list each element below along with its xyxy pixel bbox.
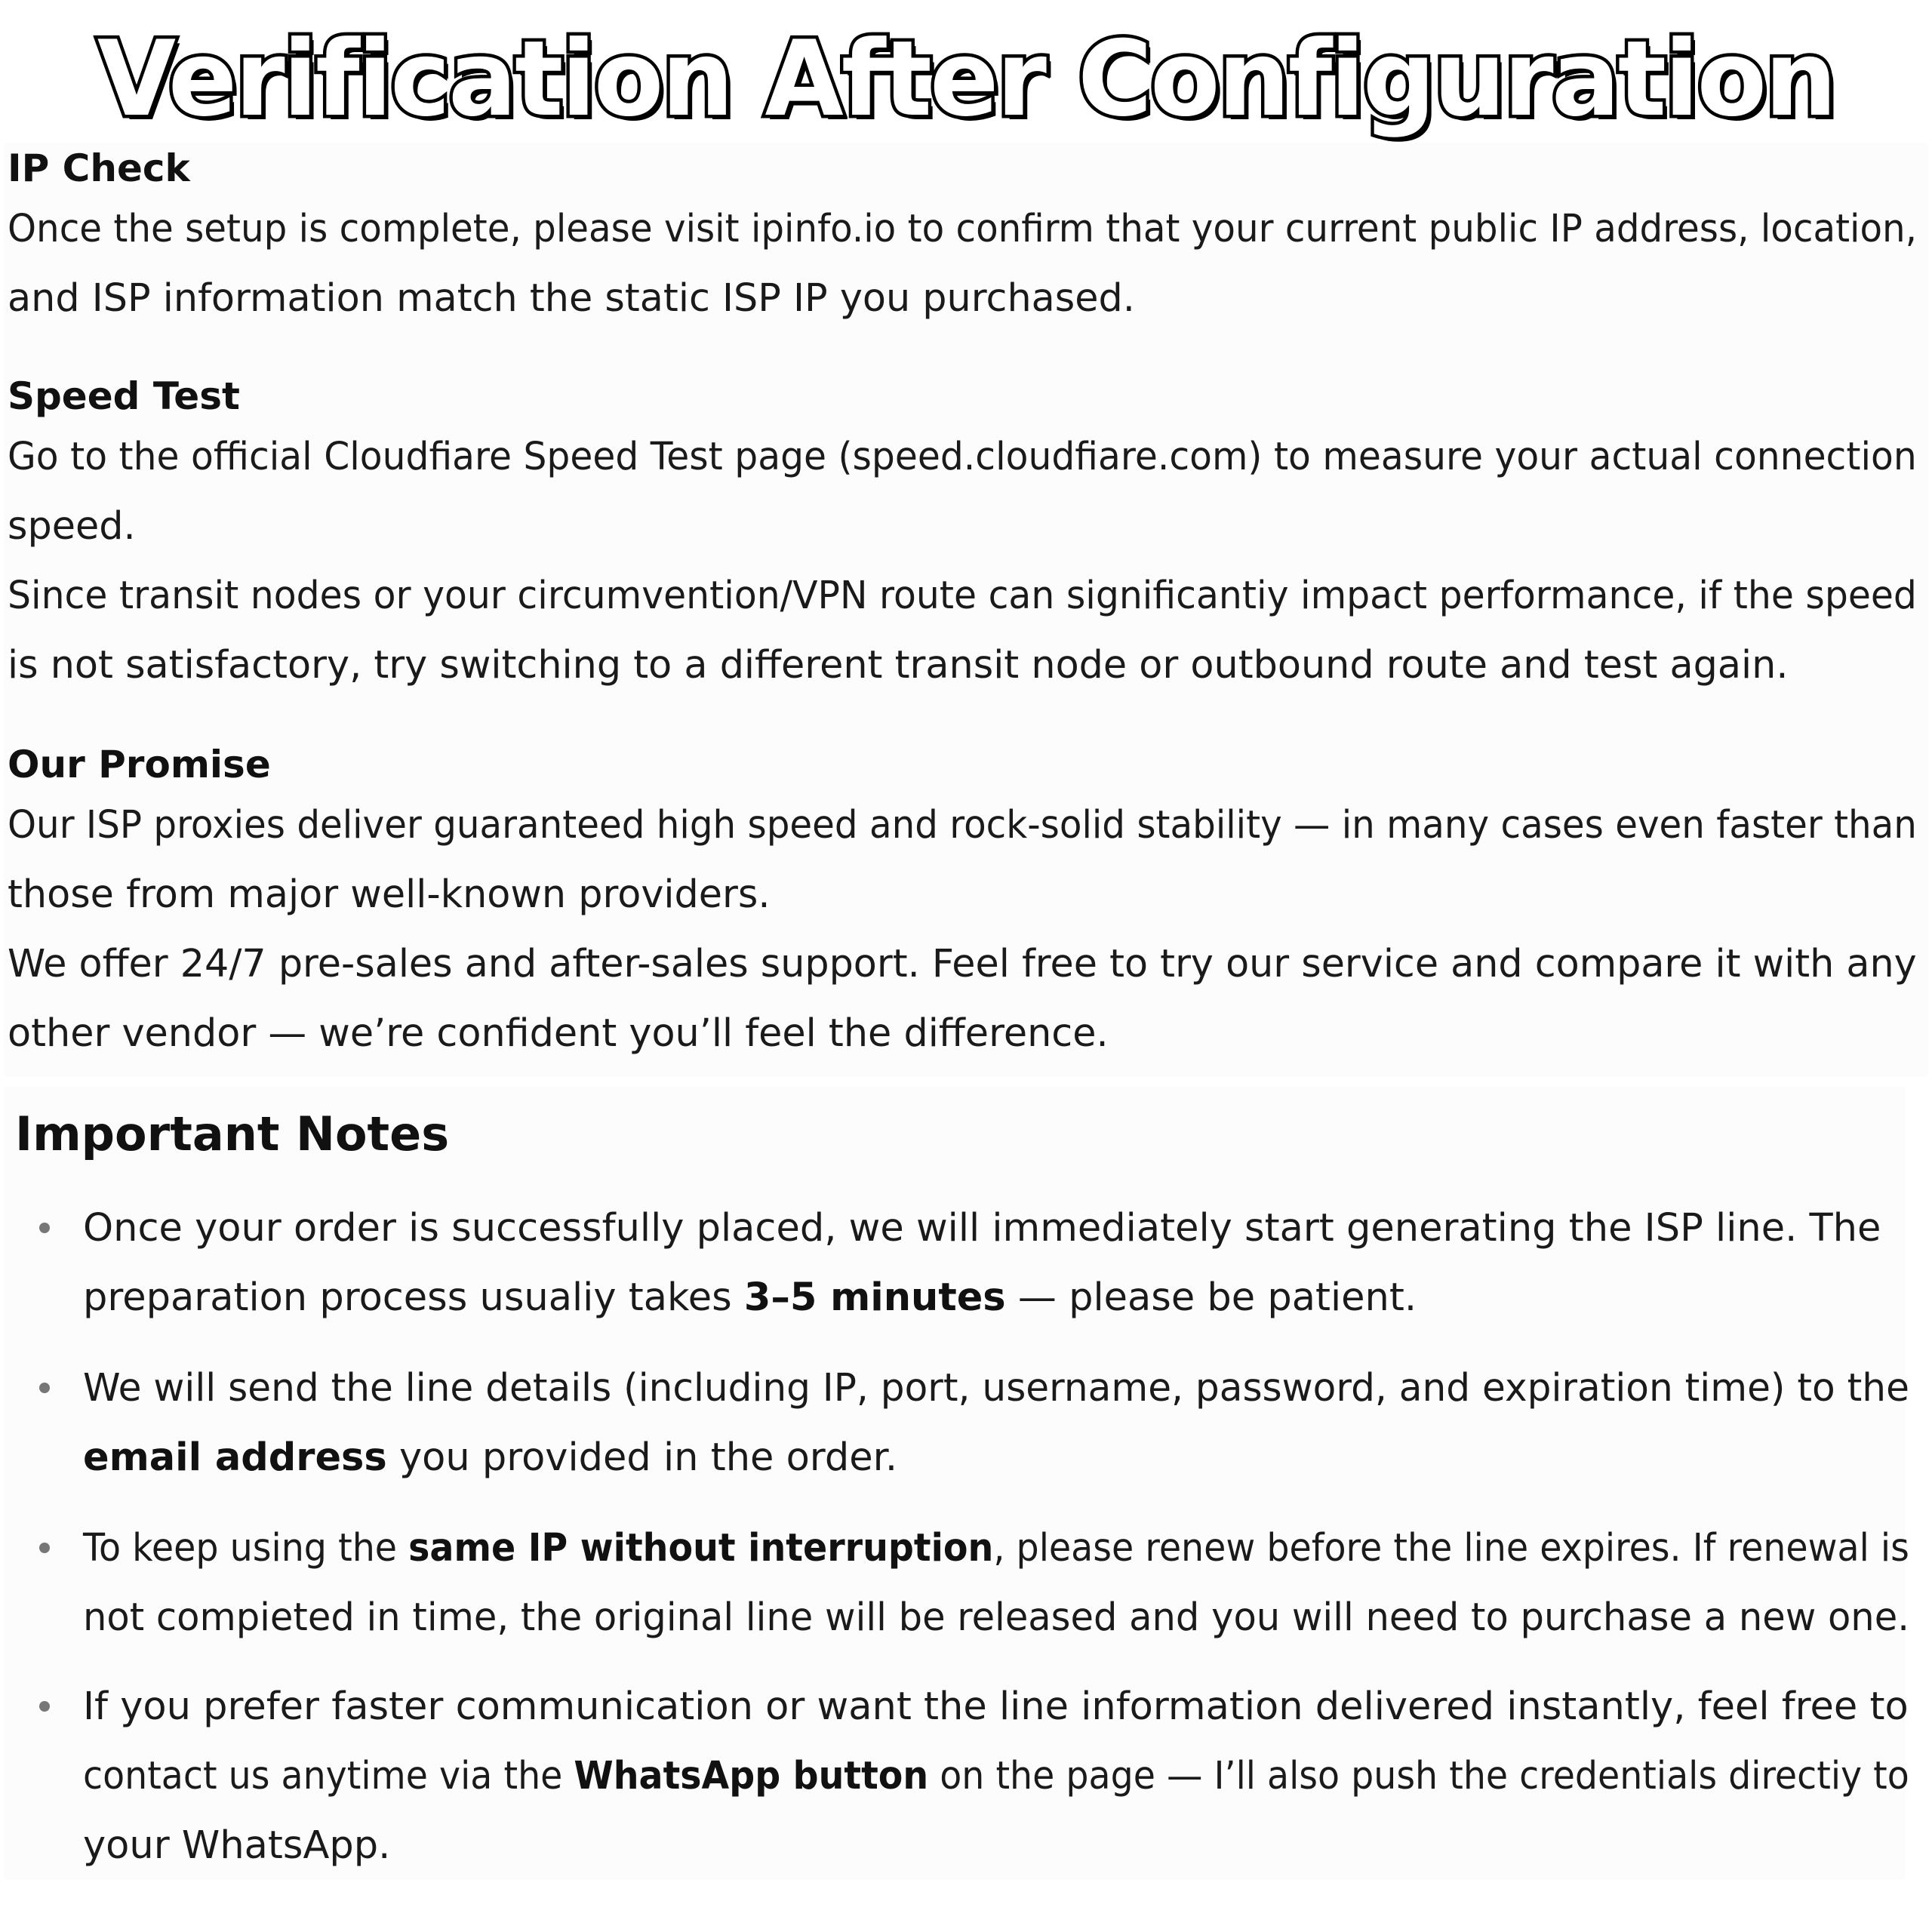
- list-item-line: Once your order is successfully placed, we will immediately start generating the ISP line. The: [83, 1206, 1881, 1251]
- list-item: [83, 1514, 1909, 1653]
- section-speed-test: [8, 371, 1924, 700]
- notes-heading: Important Notes: [15, 1106, 450, 1161]
- list-item-text: To keep using the: [83, 1526, 409, 1571]
- bullet-icon: [39, 1383, 50, 1393]
- paragraph-line: Once the setup is complete, please visit ipinfo.io to confirm that your current public IP address, location,: [8, 207, 1918, 251]
- list-item: [83, 1672, 1909, 1881]
- list-item: [83, 1194, 1909, 1333]
- list-item-text: contact us anytime via the: [83, 1754, 574, 1798]
- section-heading: Speed Test: [8, 374, 240, 418]
- paragraph-line: and ISP information match the static ISP IP you purchased.: [8, 276, 1135, 321]
- paragraph-line: We offer 24/7 pre-sales and after-sales support. Feel free to try our service and compare it with any: [8, 942, 1917, 986]
- bullet-icon: [39, 1543, 50, 1553]
- emphasis-text: same IP without interruption: [408, 1526, 994, 1571]
- list-item-text: — please be patient.: [1005, 1275, 1417, 1320]
- list-item-line: If you prefer faster communication or want the line information delivered instantly, feel free to: [83, 1684, 1909, 1729]
- list-item-text: you provided in the order.: [386, 1435, 898, 1480]
- list-item-text: on the page — I’ll also push the credentials directiy to: [928, 1754, 1909, 1798]
- list-item: [83, 1354, 1909, 1493]
- list-item-line: [83, 1742, 1909, 1811]
- paragraph-line: Our ISP proxies deliver guaranteed high speed and rock-solid stability — in many cases even faster than: [8, 803, 1917, 848]
- page-title: Verification After Configuration: [97, 18, 1835, 140]
- list-item-line: [83, 1514, 1909, 1583]
- emphasis-text: email address: [83, 1435, 387, 1480]
- bullet-icon: [39, 1701, 50, 1712]
- section-our-promise: [8, 740, 1924, 1069]
- emphasis-text: 3–5 minutes: [743, 1275, 1006, 1320]
- paragraph-line: those from major well-known providers.: [8, 872, 771, 917]
- paragraph-line: is not satisfactory, try switching to a different transit node or outbound route and test again.: [8, 643, 1789, 688]
- section-heading: Our Promise: [8, 743, 271, 786]
- paragraph-line: Go to the official Cloudfiare Speed Test page (speed.cloudfiare.com) to measure your actual connection: [8, 435, 1917, 479]
- paragraph-line: Since transit nodes or your circumvention/VPN route can significantiy impact performance, if the speed: [8, 574, 1917, 618]
- list-item-line: We will send the line details (including IP, port, username, password, and expiration time) to the: [83, 1366, 1909, 1411]
- bullet-icon: [39, 1223, 50, 1233]
- list-item-text: , please renew before the line expires. If renewal is: [993, 1526, 1909, 1571]
- list-item-line: [83, 1423, 1909, 1493]
- section-heading: IP Check: [8, 146, 190, 190]
- list-item-line: your WhatsApp.: [83, 1823, 391, 1868]
- list-item-text: preparation process usualiy takes: [83, 1275, 744, 1320]
- paragraph-line: speed.: [8, 504, 136, 549]
- paragraph-line: other vendor — we’re confident you’ll feel the difference.: [8, 1011, 1109, 1056]
- list-item-line: not compieted in time, the original line will be released and you will need to purchase a new one.: [83, 1595, 1909, 1640]
- section-ip-check: [8, 143, 1924, 334]
- emphasis-text: WhatsApp button: [574, 1754, 929, 1798]
- list-item-line: [83, 1263, 1909, 1333]
